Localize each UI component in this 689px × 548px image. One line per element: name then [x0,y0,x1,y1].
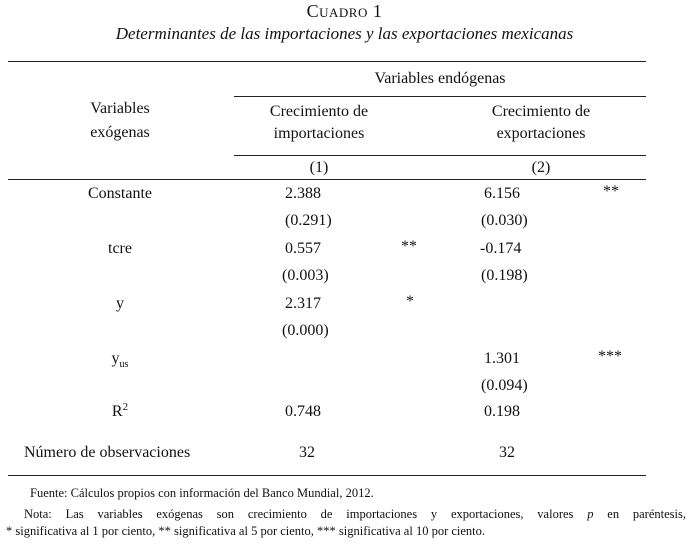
note-italic-p: p [587,507,594,521]
col2-header-line1: Crecimiento de [491,103,591,120]
subheader-rule [234,155,646,156]
row-label-tcre: tcre [108,240,132,257]
pvalue-constante-col2: (0.030) [481,212,528,229]
endog-header: Variables endógenas [374,70,506,87]
obs-col2: 32 [499,444,515,461]
coef-constante-col2: 6.156 [484,185,520,202]
coef-yus-col2: 1.301 [484,350,520,367]
sig-tcre-col1: ** [401,238,417,255]
r2-col1: 0.748 [285,403,321,420]
header-bottom-rule [8,179,646,180]
col1-number: (1) [309,159,329,176]
yus-base: y [111,350,120,367]
note-text-pre: Nota: Las variables exógenas son crecimiento de importaciones y exportaciones, valores [24,507,588,521]
significance-note: * significativa al 1 por ciento, ** significativa al 5 por ciento, *** significativa al 10 por ciento. [6,524,486,538]
coef-constante-col1: 2.388 [285,185,321,202]
exog-header-line2: exógenas [90,124,150,141]
col2-header-line2: exportaciones [496,125,586,142]
yus-subscript: us [119,359,129,370]
row-label-yus [30,350,210,368]
coef-y-col1: 2.317 [285,295,321,312]
coef-tcre-col1: 0.557 [285,240,321,257]
variables-note [24,507,686,522]
sig-constante-col2: ** [603,183,619,200]
col1-header-line1: Crecimiento de [269,103,369,120]
r2-superscript: 2 [122,401,129,413]
table-title: Determinantes de las importaciones y las exportaciones mexicanas [115,24,574,43]
sig-yus-col2: *** [598,348,622,365]
sig-y-col1: * [406,293,414,310]
top-rule [8,61,646,62]
table-number: Cuadro 1 [306,1,383,21]
row-label-observaciones: Número de observaciones [24,444,191,461]
row-label-constante: Constante [88,185,152,202]
obs-col1: 32 [299,444,315,461]
col1-header-line2: importaciones [273,125,365,142]
r2-base: R [111,403,123,420]
endog-rule [234,96,646,97]
source-note: Fuente: Cálculos propios con información del Banco Mundial, 2012. [30,486,374,500]
r2-col2: 0.198 [484,403,520,420]
col2-number: (2) [531,159,551,176]
row-label-r2 [30,403,210,421]
note-text-post: en paréntesis, [593,507,686,521]
row-label-y: y [116,295,124,312]
exog-header-line1: Variables [90,100,150,117]
coef-tcre-col2: -0.174 [480,240,522,257]
pvalue-tcre-col1: (0.003) [282,267,329,284]
pvalue-y-col1: (0.000) [282,322,329,339]
pvalue-tcre-col2: (0.198) [481,267,528,284]
pvalue-constante-col1: (0.291) [285,212,332,229]
bottom-rule [8,475,646,476]
pvalue-yus-col2: (0.094) [481,377,528,394]
